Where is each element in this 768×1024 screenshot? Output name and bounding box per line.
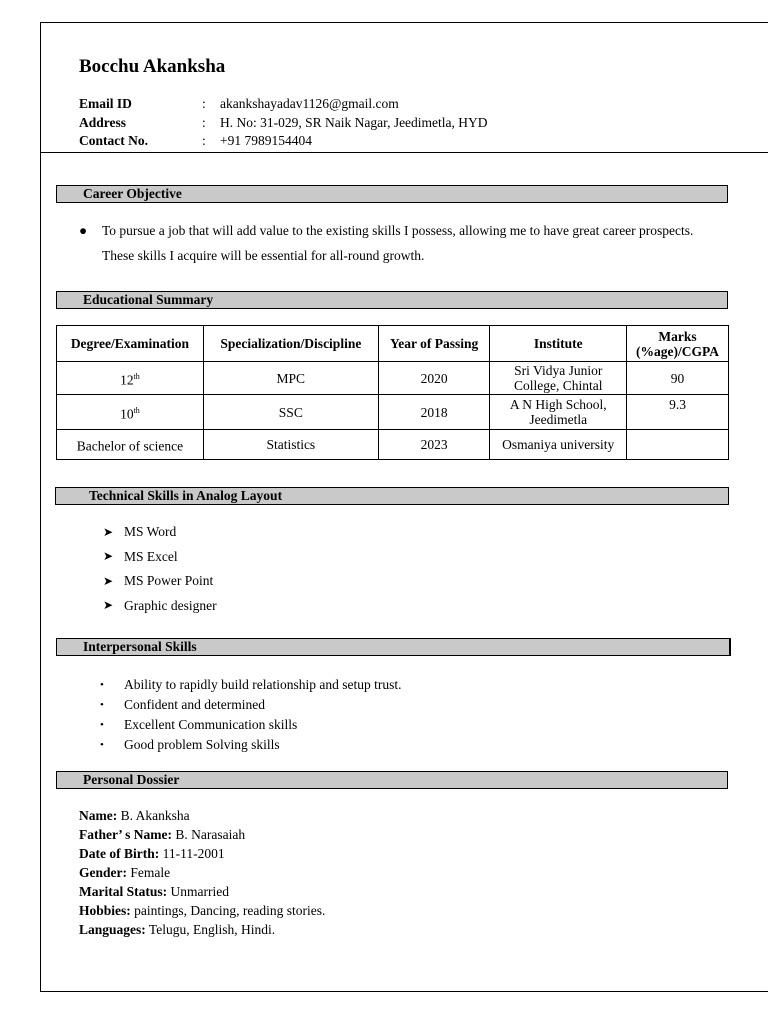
contact-row-email bbox=[79, 95, 488, 114]
cell-year: 2023 bbox=[378, 430, 490, 460]
bullet-icon: • bbox=[100, 679, 104, 691]
skill-label: Good problem Solving skills bbox=[124, 737, 280, 752]
career-objective bbox=[79, 219, 699, 268]
arrow-bullet-icon: ➤ bbox=[103, 573, 114, 588]
candidate-name: Bocchu Akanksha bbox=[79, 56, 226, 77]
contact-value-phone: +91 7989154404 bbox=[220, 133, 312, 148]
contact-row-phone bbox=[79, 132, 488, 151]
cell-institute: A N High School, Jeedimetla bbox=[490, 395, 627, 430]
skill-label: MS Word bbox=[124, 524, 177, 540]
dossier-field-gender: Gender: Female bbox=[79, 865, 171, 880]
section-heading-technical: Technical Skills in Analog Layout bbox=[55, 487, 729, 505]
cell-institute: Osmaniya university bbox=[490, 430, 627, 460]
table-row bbox=[57, 395, 729, 430]
cell-marks: 90 bbox=[627, 362, 729, 395]
personal-dossier bbox=[79, 806, 325, 939]
header-divider bbox=[41, 152, 768, 153]
cell-marks bbox=[627, 430, 729, 460]
table-row bbox=[57, 430, 729, 460]
contact-row-address bbox=[79, 114, 488, 133]
cell-specialization: SSC bbox=[203, 395, 378, 430]
column-header: Specialization/Discipline bbox=[203, 326, 378, 362]
list-item bbox=[103, 569, 217, 594]
contact-value-address: H. No: 31-029, SR Naik Nagar, Jeedimetla, HYD bbox=[220, 114, 488, 130]
dossier-field-name: Name: B. Akanksha bbox=[79, 808, 190, 823]
cell-specialization: Statistics bbox=[203, 430, 378, 460]
table-header-row bbox=[57, 326, 729, 362]
skill-label: Excellent Communication skills bbox=[124, 717, 298, 732]
skill-label: Confident and determined bbox=[124, 697, 265, 712]
skill-label: MS Power Point bbox=[124, 573, 214, 589]
skill-label: Graphic designer bbox=[124, 597, 217, 613]
contact-details bbox=[79, 95, 488, 151]
contact-label: Contact No. bbox=[79, 133, 148, 148]
dossier-field-hobbies: Hobbies: paintings, Dancing, reading stories. bbox=[79, 903, 326, 918]
career-objective-text: To pursue a job that will add value to the existing skills I possess, allowing me to have great career prospects. These skills I acquire will be essential for all-round growth. bbox=[102, 223, 694, 263]
section-heading-career: Career Objective bbox=[56, 185, 728, 203]
section-heading-interpersonal: Interpersonal Skills bbox=[56, 638, 731, 656]
list-item bbox=[100, 735, 401, 755]
cell-degree: Bachelor of science bbox=[57, 430, 204, 460]
contact-separator: : bbox=[202, 96, 206, 111]
dossier-field-father: Father’ s Name: B. Narasaiah bbox=[79, 827, 246, 842]
list-item bbox=[103, 594, 217, 619]
contact-separator: : bbox=[202, 114, 206, 130]
cell-year: 2020 bbox=[378, 362, 490, 395]
bullet-icon: ● bbox=[79, 223, 88, 238]
list-item bbox=[103, 545, 217, 570]
dossier-field-languages: Languages: Telugu, English, Hindi. bbox=[79, 922, 276, 937]
cell-specialization: MPC bbox=[203, 362, 378, 395]
dossier-field-marital: Marital Status: Unmarried bbox=[79, 884, 229, 899]
contact-separator: : bbox=[202, 133, 206, 148]
cell-degree: 10th bbox=[57, 395, 204, 430]
list-item bbox=[100, 695, 401, 715]
cell-institute: Sri Vidya Junior College, Chintal bbox=[490, 362, 627, 395]
contact-label: Address bbox=[79, 114, 127, 130]
bullet-icon: • bbox=[100, 699, 104, 711]
cell-degree: 12th bbox=[57, 362, 204, 395]
table-row bbox=[57, 362, 729, 395]
list-item bbox=[100, 715, 401, 735]
arrow-bullet-icon: ➤ bbox=[103, 598, 114, 613]
arrow-bullet-icon: ➤ bbox=[103, 524, 114, 539]
education-table bbox=[56, 325, 729, 460]
section-heading-education: Educational Summary bbox=[56, 291, 728, 309]
bullet-icon: • bbox=[100, 739, 104, 751]
skill-label: MS Excel bbox=[124, 548, 178, 564]
column-header: Institute bbox=[490, 326, 627, 362]
dossier-field-dob: Date of Birth: 11-11-2001 bbox=[79, 846, 225, 861]
list-item bbox=[103, 520, 217, 545]
column-header: Marks (%age)/CGPA bbox=[627, 326, 729, 362]
technical-skills-list bbox=[103, 520, 217, 618]
cell-year: 2018 bbox=[378, 395, 490, 430]
skill-label: Ability to rapidly build relationship and setup trust. bbox=[124, 677, 402, 692]
cell-marks: 9.3 bbox=[627, 395, 729, 430]
contact-value-email: akankshayadav1126@gmail.com bbox=[220, 96, 399, 111]
list-item bbox=[100, 675, 401, 695]
bullet-icon: • bbox=[100, 719, 104, 731]
interpersonal-skills-list bbox=[100, 675, 401, 755]
section-heading-dossier: Personal Dossier bbox=[56, 771, 728, 789]
contact-label: Email ID bbox=[79, 96, 132, 111]
arrow-bullet-icon: ➤ bbox=[103, 549, 114, 564]
column-header: Degree/Examination bbox=[57, 326, 204, 362]
column-header: Year of Passing bbox=[378, 326, 490, 362]
